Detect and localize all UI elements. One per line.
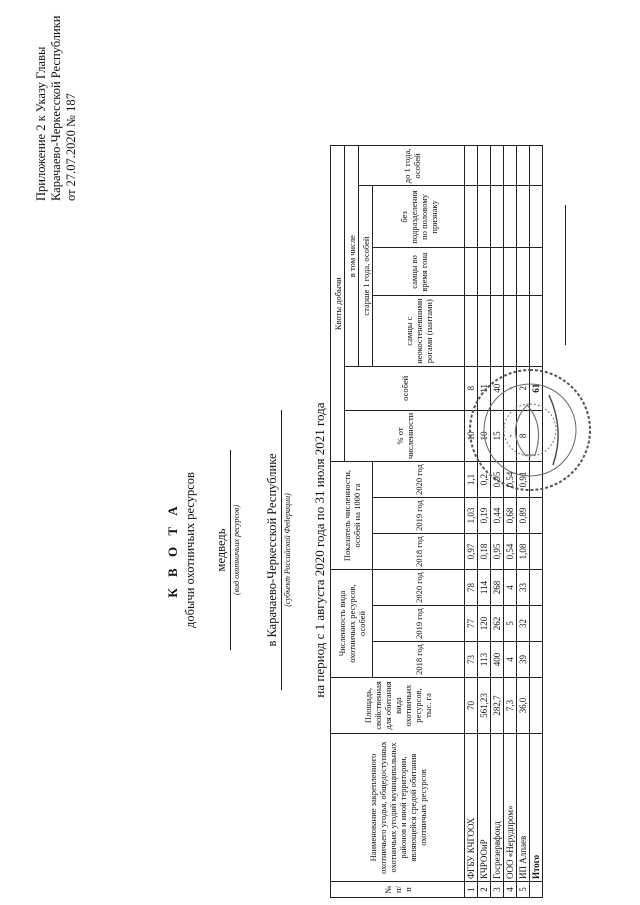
cell-name: Госрезервфонд bbox=[491, 734, 504, 882]
header-pop-2020: 2020 год bbox=[373, 570, 465, 606]
cell-area: 561,23 bbox=[478, 678, 491, 734]
cell-empty bbox=[530, 642, 543, 678]
region-name: в Карачаево-Черкесской Республике bbox=[265, 453, 279, 647]
cell-pct: 10 bbox=[478, 410, 491, 461]
cell-pop-2018: 400 bbox=[491, 642, 504, 678]
header-quota: Квоты добычи bbox=[331, 146, 345, 462]
cell-den-2020: 0,95 bbox=[491, 462, 504, 498]
doc-title: К В О Т А bbox=[165, 502, 180, 598]
table-row bbox=[517, 146, 530, 898]
cell-ind: 11 bbox=[478, 366, 491, 410]
cell-empty bbox=[530, 186, 543, 248]
species-caption: (вид охотничьих ресурсов) bbox=[232, 505, 241, 596]
cell-num: 2 bbox=[478, 882, 491, 898]
cell-empty bbox=[530, 498, 543, 534]
official-seal bbox=[465, 365, 595, 495]
cell-name: КЧРООиР bbox=[478, 734, 491, 882]
cell-empty bbox=[465, 186, 478, 248]
cell-pop-2020: 78 bbox=[465, 570, 478, 606]
cell-pct: 8 bbox=[517, 410, 530, 461]
cell-pct: 15 bbox=[491, 410, 504, 461]
cell-den-2018: 0,18 bbox=[478, 534, 491, 570]
appendix-line: Приложение 2 к Указу Главы bbox=[34, 46, 48, 201]
cell-num: 1 bbox=[465, 882, 478, 898]
cell-pop-2018: 73 bbox=[465, 642, 478, 678]
cell-empty bbox=[530, 146, 543, 186]
cell-name: ФГБУ КЧГООХ bbox=[465, 734, 478, 882]
cell-pop-2020: 114 bbox=[478, 570, 491, 606]
cell-pop-2018: 39 bbox=[517, 642, 530, 678]
header-including: в том числе bbox=[345, 146, 359, 366]
cell-empty bbox=[465, 146, 478, 186]
header-num: № п/п bbox=[331, 882, 465, 898]
cell-empty bbox=[491, 296, 504, 366]
cell-name: ООО «Нерудпром» bbox=[504, 734, 517, 882]
cell-den-2018: 1,08 bbox=[517, 534, 530, 570]
cell-pop-2019: 5 bbox=[504, 606, 517, 642]
cell-pop-2019: 262 bbox=[491, 606, 504, 642]
doc-subtitle: добычи охотничьих ресурсов bbox=[183, 472, 197, 628]
cell-area: 36,0 bbox=[517, 678, 530, 734]
cell-empty bbox=[517, 186, 530, 248]
cell-ind: 2 bbox=[517, 366, 530, 410]
cell-ind: - bbox=[504, 366, 517, 410]
total-ind: 61 bbox=[530, 366, 543, 410]
cell-empty bbox=[517, 248, 530, 296]
cell-empty bbox=[530, 534, 543, 570]
cell-empty bbox=[504, 248, 517, 296]
cell-area: 282,7 bbox=[491, 678, 504, 734]
appendix-note bbox=[34, 1, 79, 201]
cell-den-2019: 1,03 bbox=[465, 498, 478, 534]
header-den-2018: 2018 год bbox=[373, 534, 465, 570]
cell-empty bbox=[504, 146, 517, 186]
cell-empty bbox=[530, 296, 543, 366]
cell-ind: 8 bbox=[465, 366, 478, 410]
header-pop-2018: 2018 год bbox=[373, 642, 465, 678]
cell-den-2019: 0,89 bbox=[517, 498, 530, 534]
cell-area: 7,3 bbox=[504, 678, 517, 734]
header-density: Показатель численности, особей на 1000 га bbox=[331, 462, 373, 570]
period-text: на период с 1 августа 2020 года по 31 июля 2021 года bbox=[312, 402, 327, 698]
cell-empty bbox=[465, 296, 478, 366]
cell-empty bbox=[517, 296, 530, 366]
species-underline bbox=[230, 450, 231, 650]
cell-empty bbox=[530, 248, 543, 296]
header-individuals: особей bbox=[345, 366, 465, 410]
cell-name: ИП Алпаев bbox=[517, 734, 530, 882]
cell-empty bbox=[504, 186, 517, 248]
header-den-2020: 2020 год bbox=[373, 462, 465, 498]
header-name: Наименование закрепленного охотничьего угодья, общедоступных охотничьих угодий муниципальных районов и иной территории, являющейся средой обитания охотничьих ресурсов bbox=[331, 734, 465, 882]
cell-den-2020: 0,54 bbox=[504, 462, 517, 498]
cell-pop-2019: 77 bbox=[465, 606, 478, 642]
cell-empty bbox=[530, 678, 543, 734]
cell-empty bbox=[530, 570, 543, 606]
cell-empty bbox=[465, 248, 478, 296]
region-underline bbox=[281, 410, 282, 690]
cell-pop-2018: 4 bbox=[504, 642, 517, 678]
cell-empty bbox=[478, 296, 491, 366]
header-pop-2019: 2019 год bbox=[373, 606, 465, 642]
cell-empty bbox=[517, 146, 530, 186]
signature-line bbox=[565, 205, 566, 345]
cell-den-2018: 0,95 bbox=[491, 534, 504, 570]
appendix-line: от 27.07.2020 № 187 bbox=[64, 93, 78, 201]
header-area: Площадь, свойственная для обитания вида охотничьих ресурсов, тыс. га bbox=[331, 678, 465, 734]
cell-num: 4 bbox=[504, 882, 517, 898]
cell-empty bbox=[530, 882, 543, 898]
cell-pop-2018: 113 bbox=[478, 642, 491, 678]
cell-empty bbox=[491, 186, 504, 248]
cell-num: 5 bbox=[517, 882, 530, 898]
cell-den-2020: 0,91 bbox=[517, 462, 530, 498]
cell-num: 3 bbox=[491, 882, 504, 898]
table-row bbox=[465, 146, 478, 898]
header-pct: % от численности bbox=[345, 410, 465, 461]
cell-empty bbox=[478, 186, 491, 248]
header-under1: до 1 года, особей bbox=[359, 146, 465, 186]
table-row bbox=[478, 146, 491, 898]
cell-pop-2020: 4 bbox=[504, 570, 517, 606]
cell-den-2019: 0,44 bbox=[491, 498, 504, 534]
cell-empty bbox=[478, 248, 491, 296]
cell-pop-2020: 268 bbox=[491, 570, 504, 606]
cell-empty bbox=[491, 146, 504, 186]
region-caption: (субъект Российской Федерации) bbox=[283, 493, 292, 607]
cell-pct: 10 bbox=[465, 410, 478, 461]
table-total-row bbox=[530, 146, 543, 898]
table-row bbox=[504, 146, 517, 898]
cell-empty bbox=[478, 146, 491, 186]
header-older: старше 1 года, особей bbox=[359, 186, 373, 366]
appendix-line: Карачаево-Черкесской Республики bbox=[49, 15, 63, 201]
cell-den-2018: 0,54 bbox=[504, 534, 517, 570]
cell-den-2019: 0,68 bbox=[504, 498, 517, 534]
cell-pct: - bbox=[504, 410, 517, 461]
species-name: медведь bbox=[214, 528, 228, 572]
cell-ind: 40 bbox=[491, 366, 504, 410]
cell-area: 70 bbox=[465, 678, 478, 734]
table-row bbox=[491, 146, 504, 898]
cell-pop-2019: 120 bbox=[478, 606, 491, 642]
cell-den-2020: 0,2 bbox=[478, 462, 491, 498]
cell-den-2018: 0,97 bbox=[465, 534, 478, 570]
cell-pop-2019: 32 bbox=[517, 606, 530, 642]
cell-empty bbox=[504, 296, 517, 366]
header-males-horn: самцы с неокостеневшими рогами (пантами) bbox=[373, 296, 465, 366]
cell-pop-2020: 33 bbox=[517, 570, 530, 606]
header-den-2019: 2019 год bbox=[373, 498, 465, 534]
cell-den-2019: 0,19 bbox=[478, 498, 491, 534]
cell-den-2020: 1,1 bbox=[465, 462, 478, 498]
cell-empty bbox=[491, 248, 504, 296]
header-males-rut: самцы во время гона bbox=[373, 248, 465, 296]
cell-empty bbox=[530, 606, 543, 642]
header-no-sex: без подразделения по половому признаку bbox=[373, 186, 465, 248]
quota-table bbox=[330, 145, 543, 898]
header-population: Численность вида охотничьих ресурсов, особей bbox=[331, 570, 373, 678]
total-label: Итого bbox=[530, 734, 543, 882]
